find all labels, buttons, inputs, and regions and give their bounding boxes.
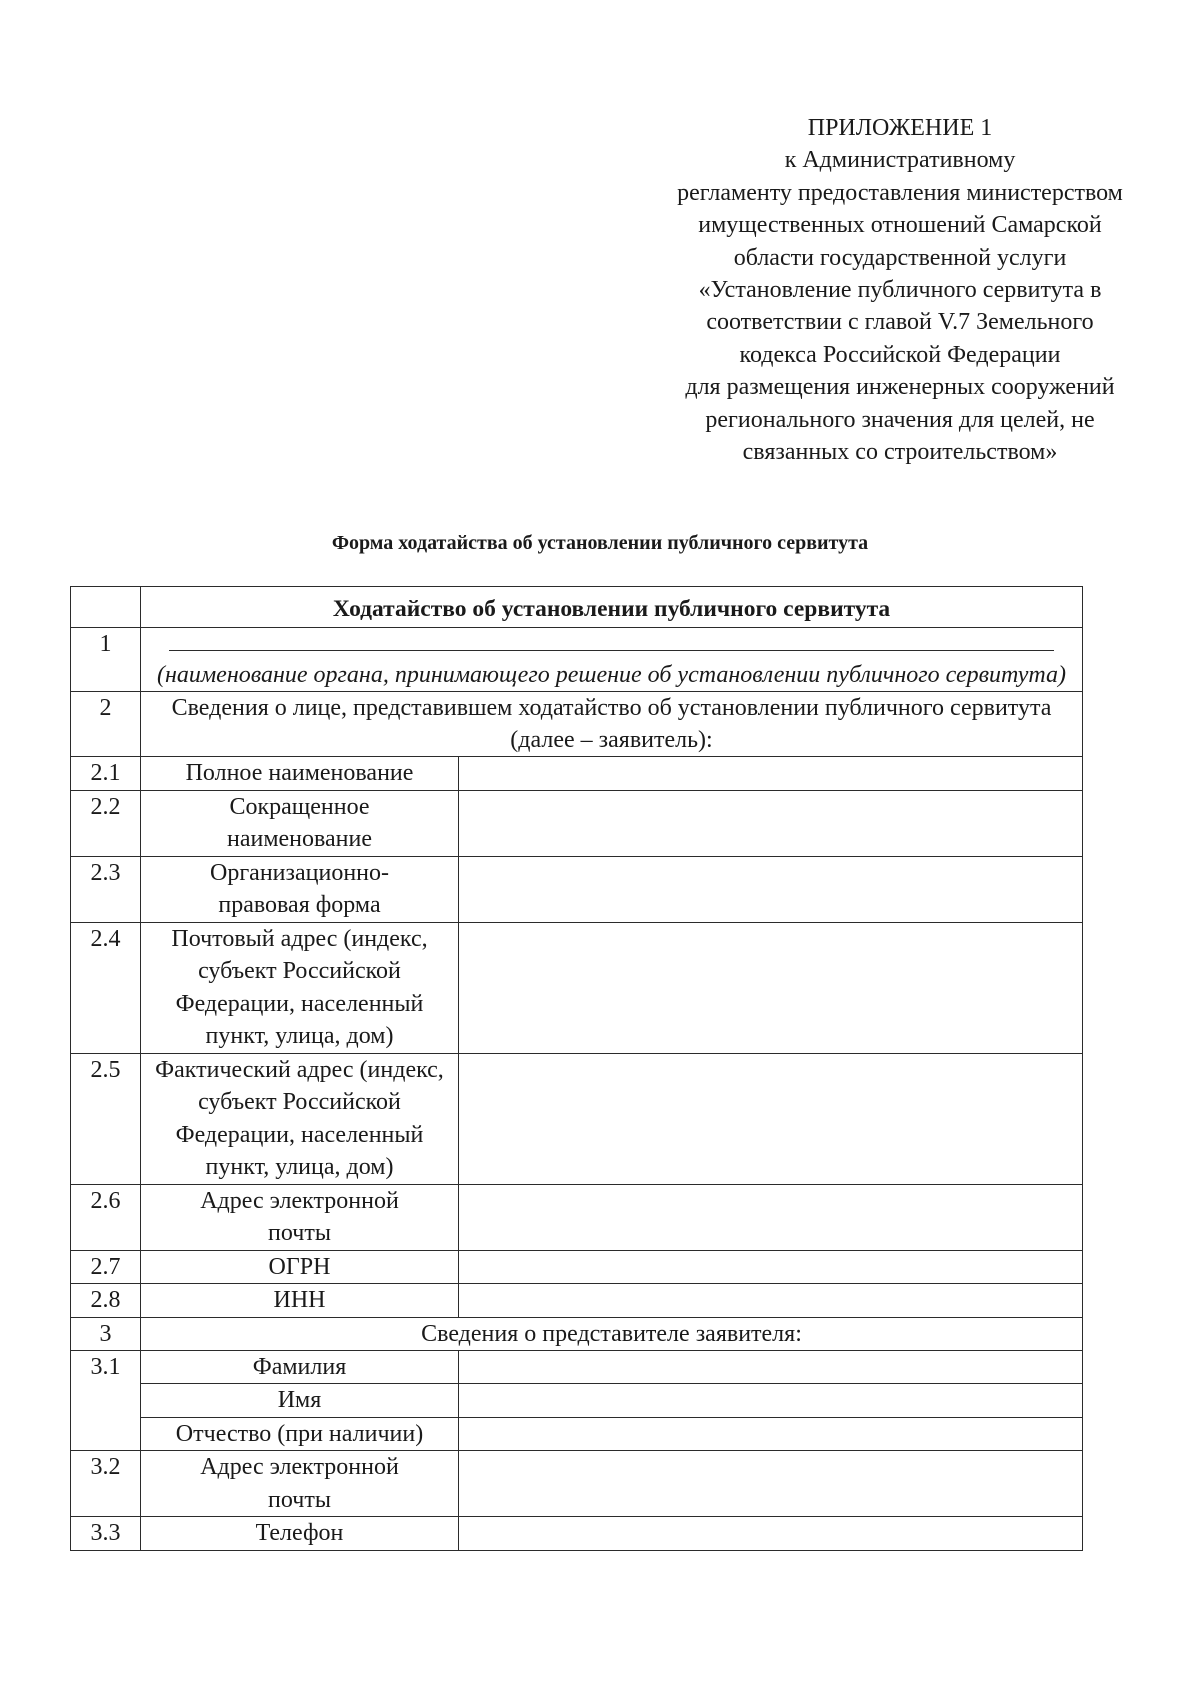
table-row (71, 1384, 1083, 1418)
actual-address-field[interactable] (459, 1053, 1083, 1184)
appendix-line: для размещения инженерных сооружений (685, 374, 1115, 401)
field-label: Телефон (141, 1517, 459, 1551)
full-name-field[interactable] (459, 757, 1083, 791)
field-label: ИНН (141, 1284, 459, 1318)
table-row (71, 757, 1083, 791)
field-label: Фамилия (141, 1350, 459, 1384)
phone-field[interactable] (459, 1517, 1083, 1551)
field-label: Фактический адрес (индекс, субъект Российской Федерации, населенный пункт, улица, дом) (141, 1053, 459, 1184)
row-number: 3 (71, 1317, 141, 1350)
title-num-cell (71, 587, 141, 628)
table-row-representative-heading (71, 1317, 1083, 1350)
table-row (71, 922, 1083, 1053)
authority-cell[interactable] (141, 628, 1083, 692)
appendix-line: регионального значения для целей, не (705, 406, 1095, 433)
first-name-field[interactable] (459, 1384, 1083, 1418)
authority-caption: (наименование органа, принимающего решение об установлении публичного сервитута) (156, 662, 1067, 688)
field-label: Адрес электронной почты (141, 1451, 459, 1517)
table-row (71, 790, 1083, 856)
row-number: 2.1 (71, 757, 141, 791)
appendix-line: имущественных отношений Самарской (698, 212, 1102, 239)
table-row (71, 1053, 1083, 1184)
appendix-line: регламенту предоставления министерством (677, 179, 1123, 206)
row-number: 1 (71, 628, 141, 692)
row-number: 3.1 (71, 1350, 141, 1451)
field-label: Сокращенное наименование (141, 790, 459, 856)
field-label: ОГРН (141, 1250, 459, 1284)
appendix-line: кодекса Российской Федерации (739, 341, 1061, 368)
form-heading: Форма ходатайства об установлении публичного сервитута (331, 532, 869, 554)
patronymic-field[interactable] (459, 1417, 1083, 1451)
surname-field[interactable] (459, 1350, 1083, 1384)
table-row (71, 1417, 1083, 1451)
table-row (71, 1350, 1083, 1384)
postal-address-field[interactable] (459, 922, 1083, 1053)
representative-email-field[interactable] (459, 1451, 1083, 1517)
row-number: 2 (71, 692, 141, 757)
appendix-line: «Установление публичного сервитута в (698, 277, 1102, 304)
petition-form-table (70, 586, 1083, 1551)
appendix-line: к Административному (784, 147, 1016, 174)
table-row (71, 1184, 1083, 1250)
row-number: 2.5 (71, 1053, 141, 1184)
inn-field[interactable] (459, 1284, 1083, 1318)
table-row (71, 856, 1083, 922)
legal-form-field[interactable] (459, 856, 1083, 922)
table-row-applicant-heading (71, 692, 1083, 757)
row-number: 2.6 (71, 1184, 141, 1250)
table-row (71, 1517, 1083, 1551)
row-number: 2.3 (71, 856, 141, 922)
ogrn-field[interactable] (459, 1250, 1083, 1284)
table-title: Ходатайство об установлении публичного сервитута (141, 587, 1083, 628)
table-row (71, 1250, 1083, 1284)
row-number: 3.3 (71, 1517, 141, 1551)
short-name-field[interactable] (459, 790, 1083, 856)
appendix-line: соответствии с главой V.7 Земельного (706, 309, 1094, 336)
field-label: Имя (141, 1384, 459, 1418)
field-label: Почтовый адрес (индекс, субъект Российской Федерации, населенный пункт, улица, дом) (141, 922, 459, 1053)
applicant-heading: Сведения о лице, представившем ходатайство об установлении публичного сервитута (далее – заявитель): (141, 692, 1083, 757)
field-label: Организационно-правовая форма (141, 856, 459, 922)
row-number: 2.4 (71, 922, 141, 1053)
table-row (71, 1284, 1083, 1318)
appendix-header (620, 112, 1180, 468)
appendix-line: области государственной услуги (733, 244, 1067, 271)
row-number: 2.7 (71, 1250, 141, 1284)
field-label: Полное наименование (141, 757, 459, 791)
appendix-line: ПРИЛОЖЕНИЕ 1 (807, 115, 993, 141)
appendix-line: связанных со строительством» (742, 439, 1058, 466)
email-field[interactable] (459, 1184, 1083, 1250)
authority-blank-line[interactable] (169, 628, 1054, 651)
row-number: 3.2 (71, 1451, 141, 1517)
row-number: 2.2 (71, 790, 141, 856)
field-label: Отчество (при наличии) (141, 1417, 459, 1451)
table-title-row (71, 587, 1083, 628)
field-label: Адрес электронной почты (141, 1184, 459, 1250)
table-row (71, 1451, 1083, 1517)
table-row-authority (71, 628, 1083, 692)
row-number: 2.8 (71, 1284, 141, 1318)
representative-heading: Сведения о представителе заявителя: (141, 1317, 1083, 1350)
